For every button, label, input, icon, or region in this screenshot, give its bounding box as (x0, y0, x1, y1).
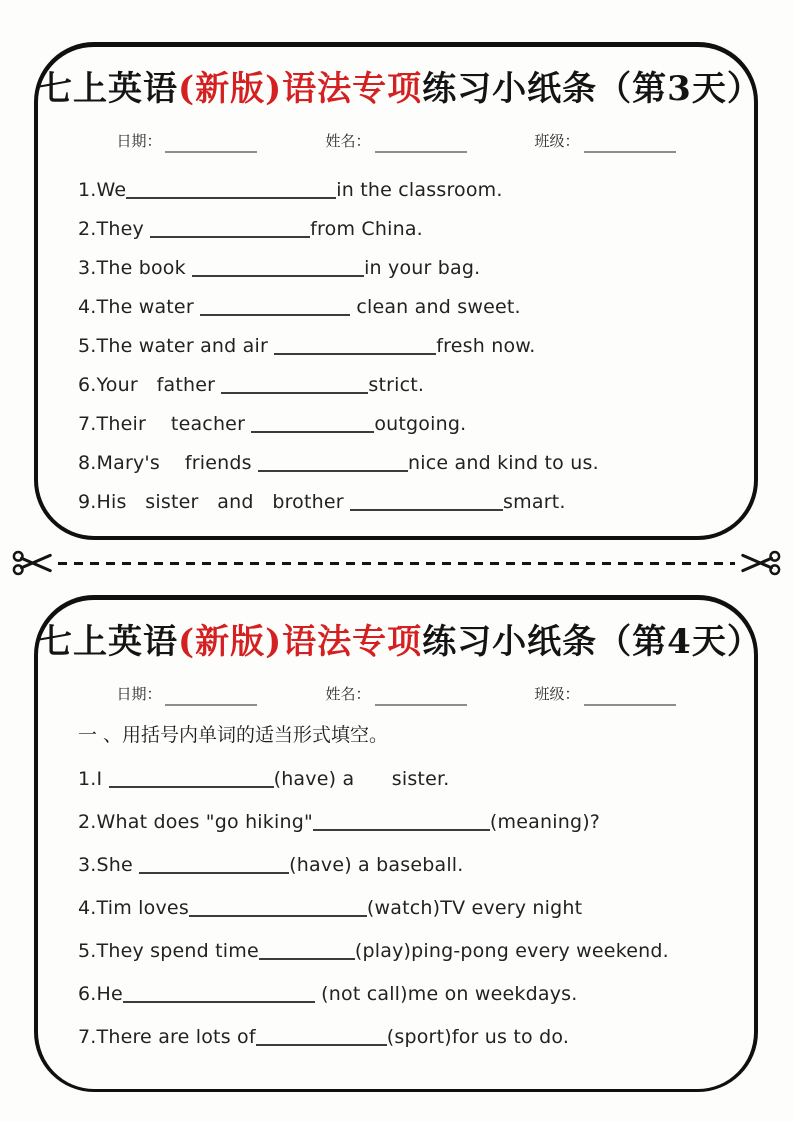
worksheet-card-day4 (34, 595, 762, 1092)
exercise-text: (have) a baseball. (289, 853, 464, 876)
fill-blank-line (200, 299, 350, 316)
worksheet-title (38, 69, 762, 110)
exercise-text: clean and sweet. (350, 295, 521, 318)
exercise-text: 4.Tim loves (78, 896, 189, 919)
exercise-line (78, 1016, 716, 1059)
meta-date-field (116, 130, 257, 151)
exercise-text: 5.They spend time (78, 939, 259, 962)
exercise-text: outgoing. (374, 412, 467, 435)
exercise-text: (meaning)? (489, 810, 601, 833)
fill-blank-line (139, 857, 289, 874)
exercise-text: 8.Mary's friends (78, 451, 259, 474)
scissors-icon (739, 548, 781, 578)
exercise-text: fresh now. (436, 334, 536, 357)
exercise-line (78, 801, 716, 844)
exercise-line (78, 887, 716, 930)
exercise-text: 6.Your father (78, 373, 222, 396)
title-highlight: (新版)语法专项 (178, 69, 423, 109)
dashed-cut-rule (58, 562, 735, 565)
title-suffix: 练习小纸条（第4天） (422, 622, 762, 662)
exercise-line (78, 288, 716, 327)
exercise-text: (not call)me on weekdays. (314, 982, 578, 1005)
exercise-text: strict. (368, 373, 425, 396)
exercise-line (78, 210, 716, 249)
meta-name-blank-line (375, 138, 467, 153)
exercise-text: from China. (310, 217, 423, 240)
exercise-line (78, 327, 716, 366)
meta-class-label: 班级： (534, 684, 580, 703)
exercise-text: 9.His sister and brother (78, 490, 351, 513)
meta-name-label: 姓名： (325, 131, 371, 150)
fill-blank-line (251, 416, 374, 433)
exercise-text: (watch)TV every night (366, 896, 583, 919)
meta-date-label: 日期： (116, 131, 162, 150)
exercise-text: 7.There are lots of (78, 1025, 256, 1048)
fill-blank-line (221, 377, 368, 394)
title-prefix: 七上英语 (38, 622, 178, 662)
exercise-text: 7.Their teacher (78, 412, 252, 435)
meta-name-field (325, 683, 466, 704)
meta-class-field (535, 130, 676, 151)
exercise-text: 6.He (78, 982, 123, 1005)
exercise-text: nice and kind to us. (408, 451, 599, 474)
meta-row (38, 130, 754, 151)
meta-date-blank-line (165, 138, 257, 153)
exercise-list-day4 (38, 758, 754, 1059)
exercise-line (78, 444, 716, 483)
exercise-text: 2.What does "go hiking" (78, 810, 313, 833)
meta-class-blank-line (584, 138, 676, 153)
fill-blank-line (109, 771, 274, 788)
fill-blank-line (150, 221, 310, 238)
scissors-icon (12, 548, 54, 578)
meta-row (38, 683, 754, 704)
exercise-list-day3 (38, 171, 754, 522)
title-prefix: 七上英语 (38, 69, 178, 109)
meta-name-label: 姓名： (325, 684, 371, 703)
exercise-text: 4.The water (78, 295, 201, 318)
fill-blank-line (189, 900, 367, 917)
meta-date-blank-line (165, 691, 257, 706)
exercise-text: in your bag. (364, 256, 481, 279)
exercise-line (78, 249, 716, 288)
exercise-line (78, 844, 716, 887)
exercise-text: 2.They (78, 217, 151, 240)
worksheet-card-day3 (34, 42, 762, 540)
worksheet-title (38, 622, 762, 663)
exercise-text: 3.The book (78, 256, 193, 279)
exercise-line (78, 171, 716, 210)
exercise-line (78, 366, 716, 405)
exercise-text: (play)ping-pong every weekend. (354, 939, 669, 962)
meta-name-blank-line (375, 691, 467, 706)
meta-class-label: 班级： (534, 131, 580, 150)
exercise-text: smart. (503, 490, 566, 513)
exercise-line (78, 483, 716, 522)
cut-line (12, 548, 781, 578)
fill-blank-line (259, 943, 355, 960)
meta-date-field (116, 683, 257, 704)
exercise-line (78, 405, 716, 444)
exercise-line (78, 973, 716, 1016)
meta-name-field (325, 130, 466, 151)
fill-blank-line (192, 260, 364, 277)
fill-blank-line (313, 814, 490, 831)
exercise-text: 1.We (78, 178, 127, 201)
exercise-text: 1.I (78, 767, 109, 790)
meta-class-field (535, 683, 676, 704)
fill-blank-line (123, 986, 315, 1003)
fill-blank-line (350, 494, 503, 511)
fill-blank-line (274, 338, 436, 355)
fill-blank-line (256, 1029, 387, 1046)
title-suffix: 练习小纸条（第3天） (422, 69, 762, 109)
exercise-text: (have) a sister. (273, 767, 450, 790)
exercise-line (78, 758, 716, 801)
title-highlight: (新版)语法专项 (178, 622, 423, 662)
exercise-text: (sport)for us to do. (386, 1025, 570, 1048)
meta-date-label: 日期： (116, 684, 162, 703)
exercise-text: in the classroom. (336, 178, 503, 201)
section-header: 一 、用括号内单词的适当形式填空。 (78, 723, 389, 746)
fill-blank-line (126, 182, 336, 199)
exercise-text: 5.The water and air (78, 334, 275, 357)
meta-class-blank-line (584, 691, 676, 706)
exercise-text: 3.She (78, 853, 140, 876)
exercise-line (78, 930, 716, 973)
fill-blank-line (258, 455, 408, 472)
